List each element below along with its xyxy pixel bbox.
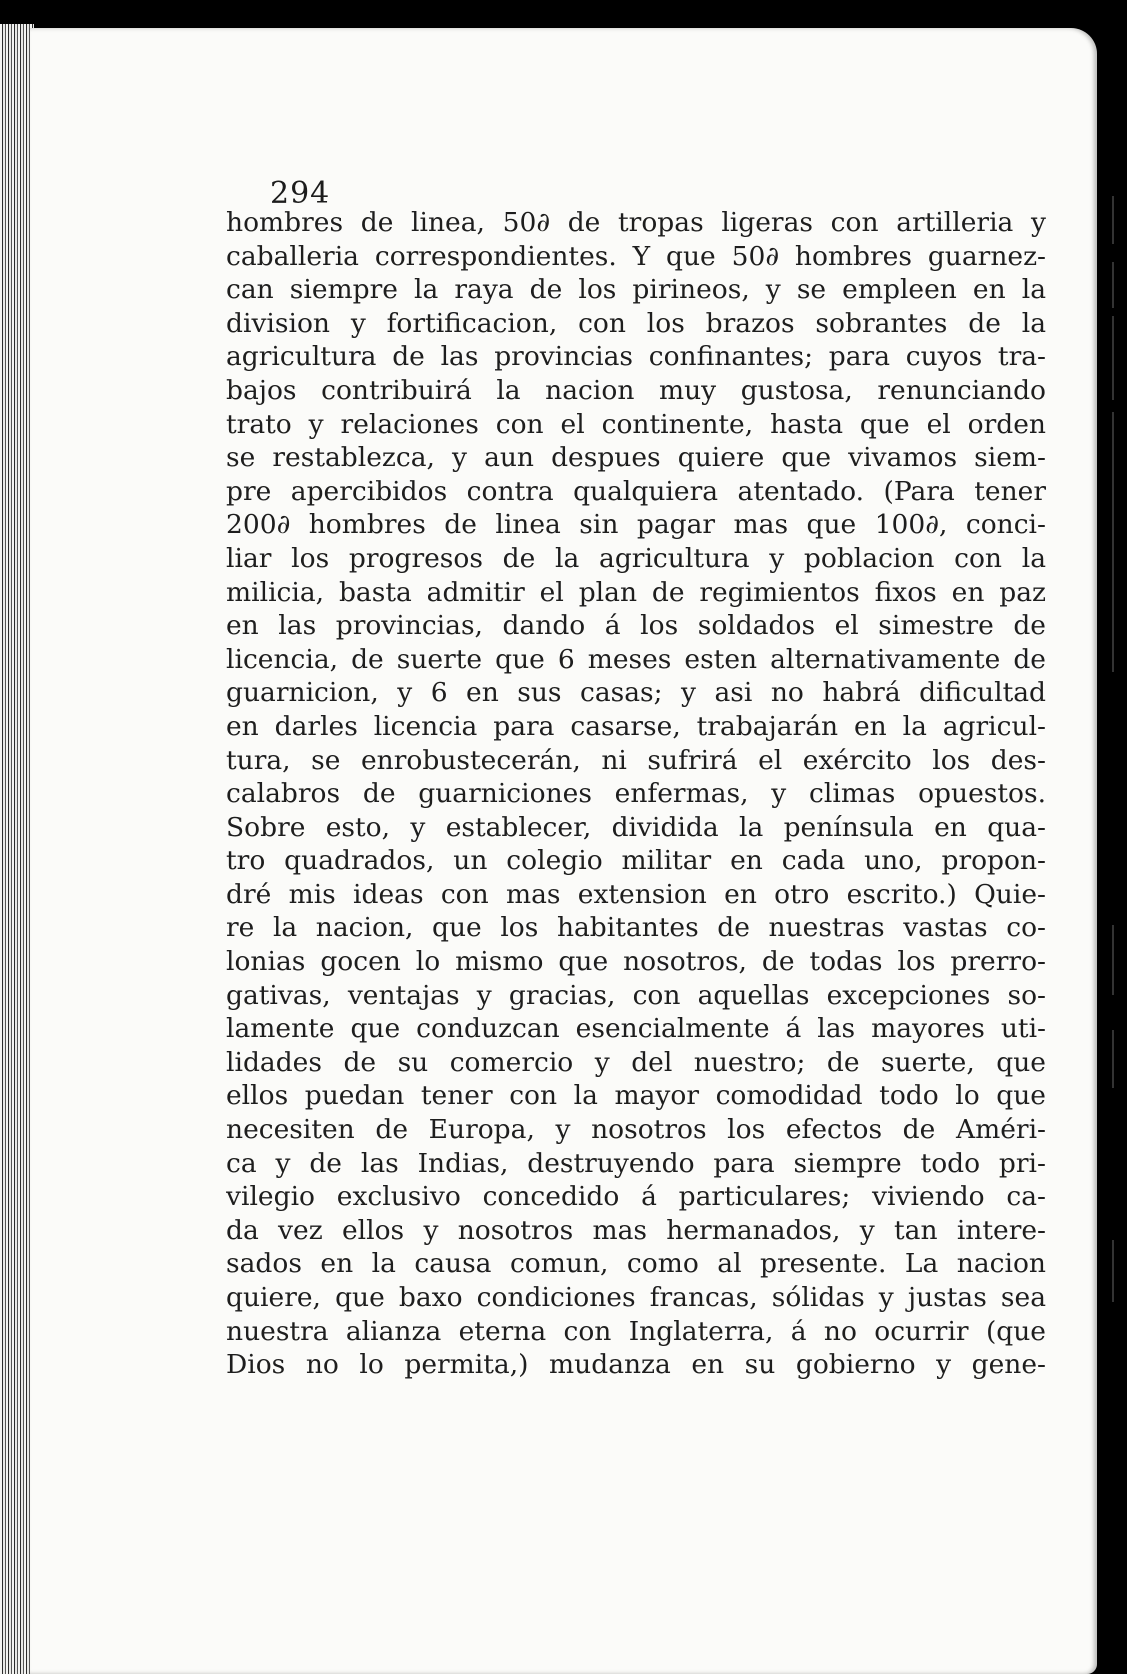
text-line: calabros de guarniciones enfermas, y climas opuestos. bbox=[226, 778, 1046, 810]
book-spine-edge bbox=[0, 24, 34, 1674]
scan-top-border bbox=[0, 0, 1127, 30]
text-line: sados en la causa comun, como al presente. La nacion bbox=[226, 1248, 1046, 1280]
text-line: licencia, de suerte que 6 meses esten alternativamente de bbox=[226, 643, 1046, 675]
text-line: ellos puedan tener con la mayor comodidad todo lo que bbox=[226, 1080, 1046, 1112]
text-line: gativas, ventajas y gracias, con aquellas excepciones so- bbox=[226, 979, 1046, 1011]
text-line: re la nacion, que los habitantes de nuestras vastas co- bbox=[226, 912, 1046, 944]
page-edge-marks bbox=[1107, 0, 1119, 1674]
text-line: lonias gocen lo mismo que nosotros, de todas los prerro- bbox=[226, 946, 1046, 978]
text-line: ca y de las Indias, destruyendo para siempre todo pri- bbox=[226, 1147, 1046, 1179]
text-line: hombres de linea, 50∂ de tropas ligeras con artilleria y bbox=[226, 207, 1046, 238]
text-line: pre apercibidos contra qualquiera atentado. (Para tener bbox=[226, 475, 1046, 507]
text-line: lamente que conduzcan esencialmente á las mayores uti- bbox=[226, 1013, 1046, 1045]
text-line: quiere, que baxo condiciones francas, sólidas y justas sea bbox=[226, 1282, 1046, 1313]
text-line: liar los progresos de la agricultura y poblacion con la bbox=[226, 542, 1046, 574]
text-line: can siempre la raya de los pirineos, y se empleen en la bbox=[226, 274, 1046, 306]
text-line: bajos contribuirá la nacion muy gustosa, renunciando bbox=[226, 374, 1046, 406]
page-number: 294 bbox=[270, 176, 331, 211]
text-line: dré mis ideas con mas extension en otro escrito.) Quie- bbox=[226, 878, 1046, 910]
text-line: guarnicion, y 6 en sus casas; y asi no habrá dificultad bbox=[226, 677, 1046, 709]
text-line: division y fortificacion, con los brazos sobrantes de la bbox=[226, 307, 1046, 339]
text-line: lidades de su comercio y del nuestro; de suerte, que bbox=[226, 1046, 1046, 1078]
text-line: trato y relaciones con el continente, hasta que el orden bbox=[226, 408, 1046, 440]
text-line: necesiten de Europa, y nosotros los efectos de Améri- bbox=[226, 1114, 1046, 1146]
text-line: 200∂ hombres de linea sin pagar mas que 100∂, conci- bbox=[226, 509, 1046, 541]
text-line: Dios no lo permita,) mudanza en su gobierno y gene- bbox=[226, 1349, 1046, 1381]
text-line: da vez ellos y nosotros mas hermanados, y tan intere- bbox=[226, 1214, 1046, 1246]
text-line: milicia, basta admitir el plan de regimientos fixos en paz bbox=[226, 576, 1046, 608]
body-text bbox=[226, 206, 1046, 1382]
text-line: tura, se enrobustecerán, ni sufrirá el exército los des- bbox=[226, 744, 1046, 776]
text-line: Sobre esto, y establecer, dividida la península en qua- bbox=[226, 811, 1046, 843]
text-line: caballeria correspondientes. Y que 50∂ hombres guarnez- bbox=[226, 240, 1046, 272]
text-line: en darles licencia para casarse, trabajarán en la agricul- bbox=[226, 710, 1046, 742]
text-line: agricultura de las provincias confinantes; para cuyos tra- bbox=[226, 341, 1046, 373]
text-line: vilegio exclusivo concedido á particulares; viviendo ca- bbox=[226, 1181, 1046, 1213]
text-line: se restablezca, y aun despues quiere que vivamos siem- bbox=[226, 442, 1046, 474]
text-line: en las provincias, dando á los soldados el simestre de bbox=[226, 610, 1046, 642]
text-line: nuestra alianza eterna con Inglaterra, á no ocurrir (que bbox=[226, 1315, 1046, 1347]
text-line: tro quadrados, un colegio militar en cada uno, propon- bbox=[226, 845, 1046, 877]
